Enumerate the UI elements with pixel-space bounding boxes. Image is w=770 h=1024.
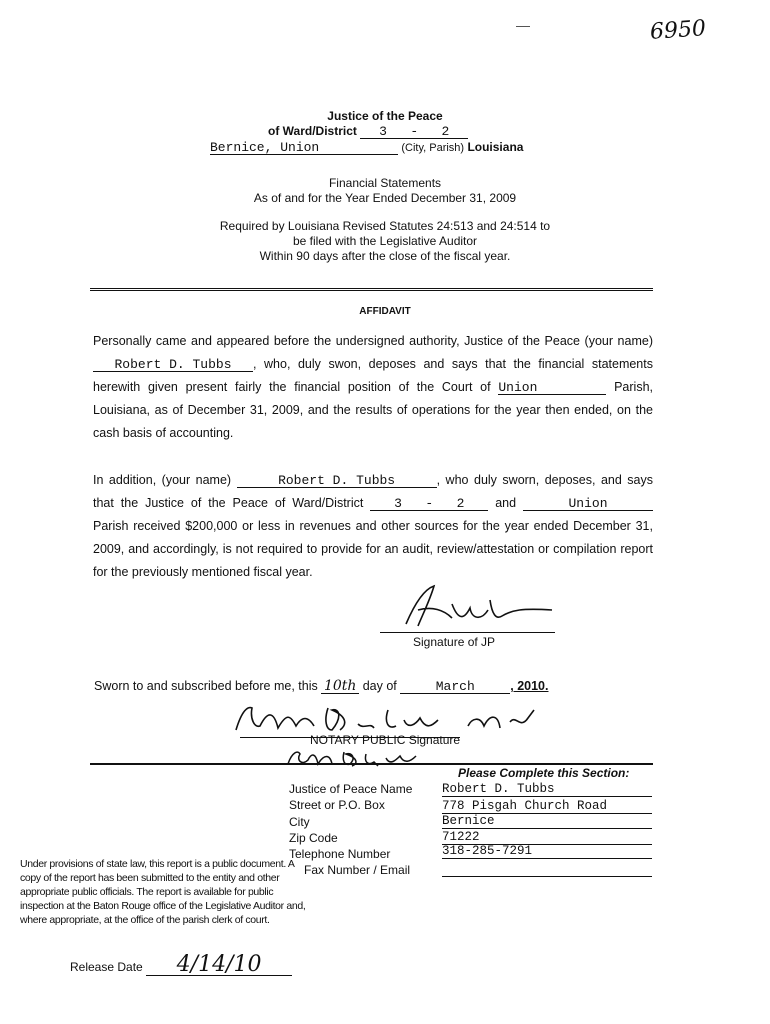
field-value-city: Bernice: [442, 815, 652, 829]
field-label-jp-name: Justice of Peace Name: [289, 782, 413, 796]
document-number: 6950: [649, 16, 707, 45]
requirement-line-1: Required by Louisiana Revised Statutes 24:513 and 24:514 to: [219, 219, 551, 233]
ward-line: [268, 124, 468, 139]
city-parish-label: (City, Parish): [401, 142, 465, 154]
header-divider: [90, 288, 653, 291]
section-title: Please Complete this Section:: [458, 766, 630, 780]
release-date-value: 4/14/10: [146, 955, 292, 976]
field-value-telephone: 318-285-7291: [442, 845, 652, 859]
ward-value: 3 - 2: [360, 125, 468, 139]
corner-mark: [516, 26, 530, 27]
jp-signature-image: [392, 580, 562, 632]
p2-text-c: and: [495, 496, 517, 510]
notary-signature-label: NOTARY PUBLIC Signature: [310, 733, 461, 747]
sworn-year: , 2010.: [510, 679, 549, 693]
jp-title: Justice of the Peace: [327, 109, 443, 123]
affidavit-title: AFFIDAVIT: [359, 306, 411, 317]
field-label-fax-email: Fax Number / Email: [304, 863, 411, 877]
fs-title: Financial Statements: [328, 176, 442, 190]
affidavit-paragraph-2: [93, 469, 653, 584]
p2-text-b: , who duly sworn, deposes, and says that the Justice of the Peace of Ward/District: [93, 473, 654, 510]
court-parish-field: Union: [498, 381, 606, 395]
sworn-month-field: March: [400, 680, 510, 694]
jp-name-field: Robert D. Tubbs: [93, 358, 253, 372]
city-parish-value: Bernice, Union: [210, 141, 398, 155]
p2-text-a: In addition, (your name): [93, 473, 232, 487]
requirement-line-3: Within 90 days after the close of the fiscal year.: [259, 249, 511, 263]
sworn-line: [94, 679, 548, 694]
ward-label: of Ward/District: [268, 124, 357, 138]
jp-signature-line: [380, 632, 555, 633]
affidavit-paragraph-1: [93, 330, 653, 445]
city-parish-line: [210, 140, 523, 155]
release-date-line: [70, 952, 292, 977]
field-value-jp-name: Robert D. Tubbs: [442, 783, 652, 797]
p1-text-c: Parish, Louisiana, as of December 31, 2009, and the results of operations for the year then ended, on the cash basis of accounting.: [93, 380, 653, 440]
notary-printed-name-image: [282, 746, 422, 770]
p1-text-b: , who, duly swon, deposes and says that the financial statements herewith given present fairly the financial position of the Court of: [93, 357, 653, 394]
public-document-notice: Under provisions of state law, this report is a public document. A copy of the report has been submitted to the entity and other appropriate public officials. The report is available for public inspection at the Baton Rouge office of the Legislative Auditor and, where appropriate, at the office of the parish clerk of court.: [20, 858, 306, 926]
field-value-street: 778 Pisgah Church Road: [442, 800, 652, 814]
notary-signature-image: [228, 700, 548, 736]
p1-text-a: Personally came and appeared before the undersigned authority, Justice of the Peace (your name): [93, 334, 653, 348]
ward-district-field: 3 - 2: [370, 497, 488, 511]
fs-period: As of and for the Year Ended December 31, 2009: [253, 191, 517, 205]
state-label: Louisiana: [467, 140, 524, 154]
sworn-text-a: Sworn to and subscribed before me, this: [94, 679, 318, 693]
field-label-street: Street or P.O. Box: [289, 798, 385, 812]
sworn-day-field: 10th: [321, 680, 359, 694]
jp-signature-label: Signature of JP: [413, 635, 496, 649]
section-divider: [90, 763, 653, 765]
parish-field: Union: [523, 497, 653, 511]
requirement-line-2: be filed with the Legislative Auditor: [292, 234, 478, 248]
release-date-label: Release Date: [70, 960, 143, 974]
field-value-fax-email: [442, 863, 652, 877]
field-label-city: City: [289, 815, 310, 829]
field-label-zip: Zip Code: [289, 831, 338, 845]
p2-text-d: Parish received $200,000 or less in revenues and other sources for the year ended December 31, 2009, and accordingly, is not required to provide for an audit, review/attestation or compilation report for the previously mentioned fiscal year.: [93, 519, 653, 579]
field-label-telephone: Telephone Number: [289, 847, 391, 861]
field-value-zip: 71222: [442, 831, 652, 845]
jp-name-field-2: Robert D. Tubbs: [237, 474, 437, 488]
sworn-text-b: day of: [362, 679, 397, 693]
